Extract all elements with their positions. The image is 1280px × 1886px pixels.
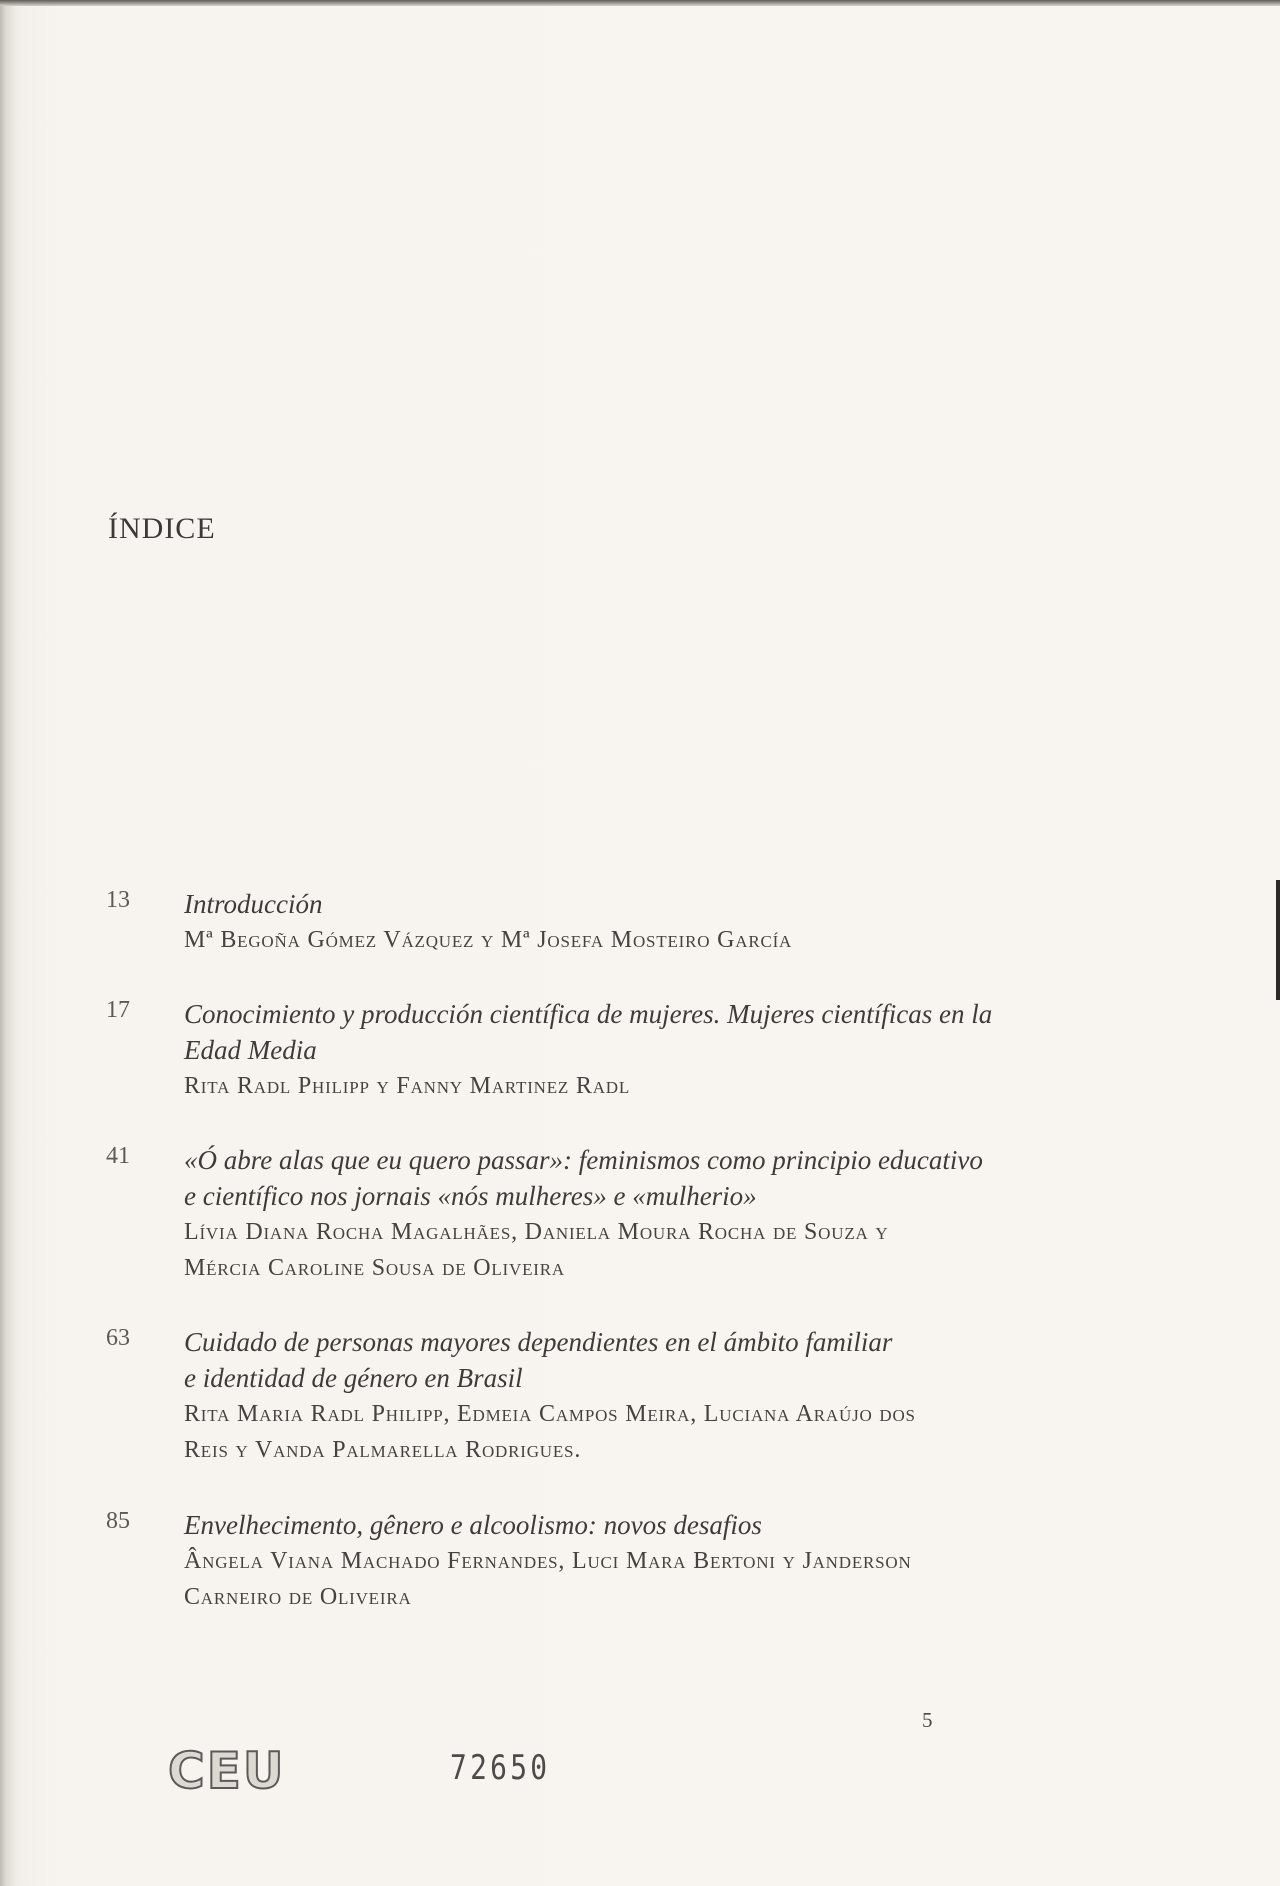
toc-entry-title: Conocimiento y producción científica de mujeres. Mujeres científicas en la (184, 999, 993, 1029)
page-number: 5 (922, 1708, 933, 1732)
toc-entry-authors: Lívia Diana Rocha Magalhães, Daniela Moura Rocha de Souza y (184, 1219, 889, 1245)
toc-entry-authors: Ângela Viana Machado Fernandes, Luci Mara Bertoni y Janderson (184, 1548, 912, 1574)
toc-entry-title: Introducción (184, 889, 323, 919)
toc-entry-authors: Mércia Caroline Sousa de Oliveira (184, 1255, 565, 1281)
toc-entry-title: Envelhecimento, gênero e alcoolismo: novos desafios (184, 1510, 762, 1540)
toc-page-number: 17 (106, 997, 130, 1023)
toc-entry-body (184, 886, 1104, 958)
toc-page-number: 63 (106, 1325, 130, 1351)
toc-entry-title: e identidad de género en Brasil (184, 1363, 523, 1393)
page-title: ÍNDICE (108, 512, 216, 545)
toc-page-number: 13 (106, 887, 130, 913)
page-top-edge (0, 0, 1280, 6)
inventory-number: 72650 (450, 1748, 551, 1788)
toc-entry-authors: Rita Maria Radl Philipp, Edmeia Campos Meira, Luciana Araújo dos (184, 1401, 916, 1427)
toc-entry-authors: Carneiro de Oliveira (184, 1584, 412, 1610)
toc-entry-body (184, 1142, 1104, 1286)
toc-entry-body (184, 1324, 1104, 1468)
toc-entry-title: «Ó abre alas que eu quero passar»: feminismos como principio educativo (184, 1145, 983, 1175)
toc-entry-title: e científico nos jornais «nós mulheres» e «mulherio» (184, 1181, 757, 1211)
toc-entry-body (184, 1507, 1104, 1615)
toc-page-number: 41 (106, 1143, 130, 1169)
toc-entry-title: Cuidado de personas mayores dependientes en el ámbito familiar (184, 1327, 893, 1357)
toc-entry-authors: Reis y Vanda Palmarella Rodrigues. (184, 1437, 582, 1463)
toc-entry-body (184, 996, 1104, 1104)
toc-entry-title: Edad Media (184, 1035, 317, 1065)
library-stamp: CEU (168, 1742, 286, 1800)
toc-entry-authors: Mª Begoña Gómez Vázquez y Mª Josefa Mosteiro García (184, 927, 793, 953)
toc-entry-authors: Rita Radl Philipp y Fanny Martinez Radl (184, 1073, 631, 1099)
page-right-edge (1276, 880, 1280, 1000)
toc-page-number: 85 (106, 1508, 130, 1534)
